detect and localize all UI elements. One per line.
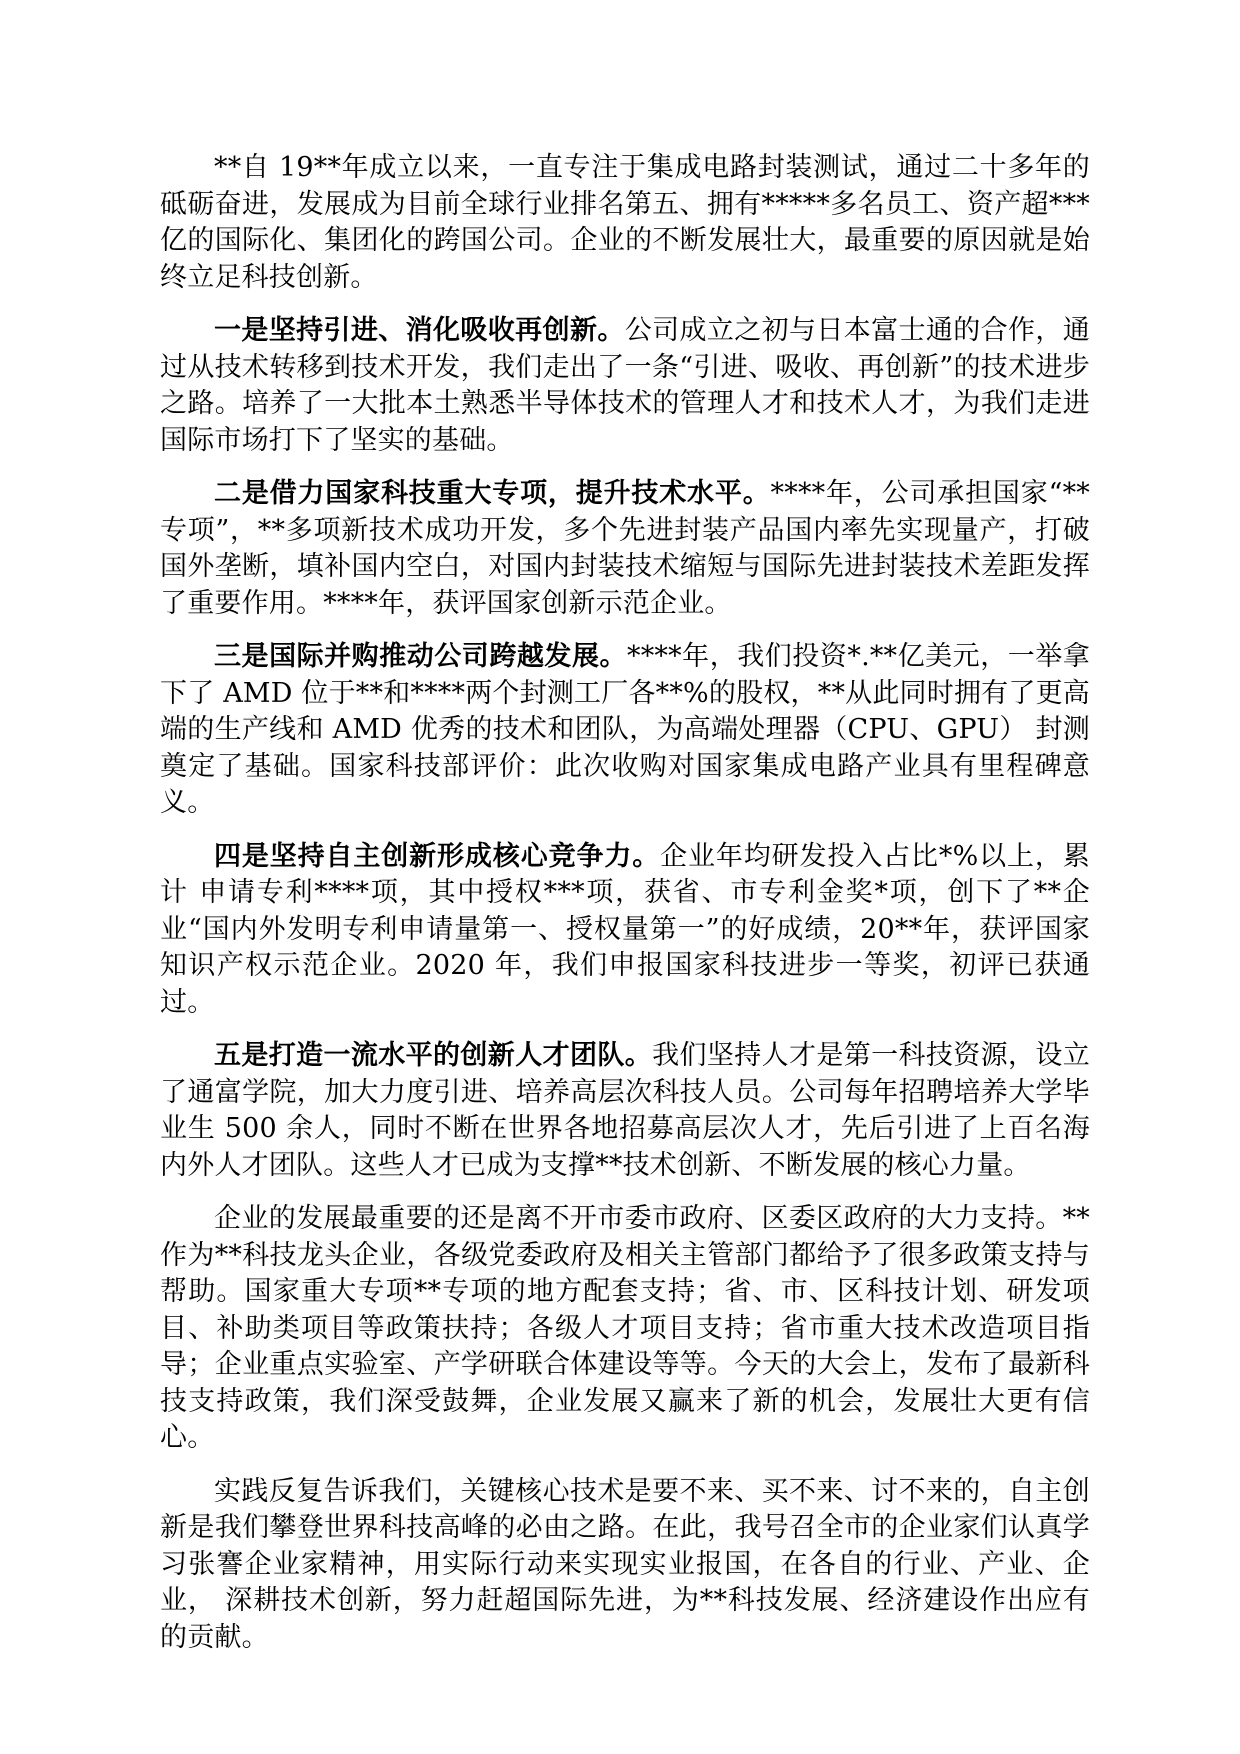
paragraph-lead: 二是借力国家科技重大专项，提升技术水平。 xyxy=(214,478,771,509)
paragraph-support xyxy=(160,1201,1090,1457)
paragraph-text: 企业年均研发投入占比*%以上，累计 申请专利****项，其中授权***项，获省、市专利金奖*项，创下了**企业“国内外发明专利申请量第一、授权量第一”的好成绩，20**年，获评国家知识产权示范企业。2020 年，我们申报国家科技进步一等奖，初评已获通过。 xyxy=(160,840,1091,1018)
paragraph-text: ****年，公司承担国家“** 专项”，**多项新技术成功开发，多个先进封装产品国内率先实现量产，打破国外垄断，填补国内空白，对国内封装技术缩短与国际先进封装技术差距发挥了重要作用。****年，获评国家创新示范企业。 xyxy=(160,478,1090,619)
paragraph-point-4 xyxy=(160,839,1090,1022)
paragraph-intro xyxy=(160,150,1090,296)
paragraph-lead: 五是打造一流水平的创新人才团队。 xyxy=(214,1040,653,1071)
paragraph-lead: 一是坚持引进、消化吸收再创新。 xyxy=(214,315,625,346)
paragraph-lead: 四是坚持自主创新形成核心竞争力。 xyxy=(214,840,661,872)
paragraph-text: 公司成立之初与日本富士通的合作，通 过从技术转移到技术开发，我们走出了一条“引进、吸收、再创新”的技术进步之路。培养了一大批本土熟悉半导体技术的管理人才和技术人才，为我们走进国际市场打下了坚实的基础。 xyxy=(160,315,1091,456)
document-page xyxy=(160,150,1090,1673)
paragraph-point-3 xyxy=(160,639,1090,822)
paragraph-point-5 xyxy=(160,1038,1090,1184)
paragraph-text: **自 19**年成立以来，一直专注于集成电路封装测试，通过二十多年的砥砺奋进，发展成为目前全球行业排名第五、拥有*****多名员工、资产超***亿的国际化、集团化的跨国公司。企业的不断发展壮大，最重要的原因就是始终立足科技创新。 xyxy=(160,152,1090,293)
paragraph-point-2 xyxy=(160,476,1090,622)
paragraph-point-1 xyxy=(160,313,1090,459)
paragraph-conclusion xyxy=(160,1474,1090,1657)
paragraph-text: ****年，我们投资*.**亿美元，一举拿下了 AMD 位于**和****两个封测工厂各**%的股权，**从此同时拥有了更高端的生产线和 AMD 优秀的技术和团队，为高端处理器（CPU、GPU） 封测奠定了基础。国家科技部评价：此次收购对国家集成电路产业具有里程碑意义。 xyxy=(160,641,1090,818)
paragraph-lead: 三是国际并购推动公司跨越发展。 xyxy=(214,641,628,672)
paragraph-text: 企业的发展最重要的还是离不开市委市政府、区委区政府的大力支持。**作为**科技龙头企业，各级党委政府及相关主管部门都给予了很多政策支持与帮助。国家重大专项**专项的地方配套支持；省、市、区科技计划、研发项目、补助类项目等政策扶持；各级人才项目支持；省市重大技术改造项目指导；企业重点实验室、产学研联合体建设等等。今天的大会上，发布了最新科技支持政策，我们深受鼓舞，企业发展又赢来了新的机会，发展壮大更有信心。 xyxy=(160,1203,1090,1453)
paragraph-text: 我们坚持人才是第一科技资源，设立 了通富学院，加大力度引进、培养高层次科技人员。公司每年招聘培养大学毕业生 500 余人，同时不断在世界各地招募高层次人才，先后引进了上百名海内外人才团队。这些人才已成为支撑**技术创新、不断发展的核心力量。 xyxy=(160,1040,1090,1181)
paragraph-text: 实践反复告诉我们，关键核心技术是要不来、买不来、讨不来的，自主创新是我们攀登世界科技高峰的必由之路。在此，我号召全市的企业家们认真学习张謇企业家精神，用实际行动来实现实业报国，在各自的行业、产业、企业， 深耕技术创新，努力赶超国际先进，为**科技发展、经济建设作出应有的贡献。 xyxy=(160,1475,1090,1653)
